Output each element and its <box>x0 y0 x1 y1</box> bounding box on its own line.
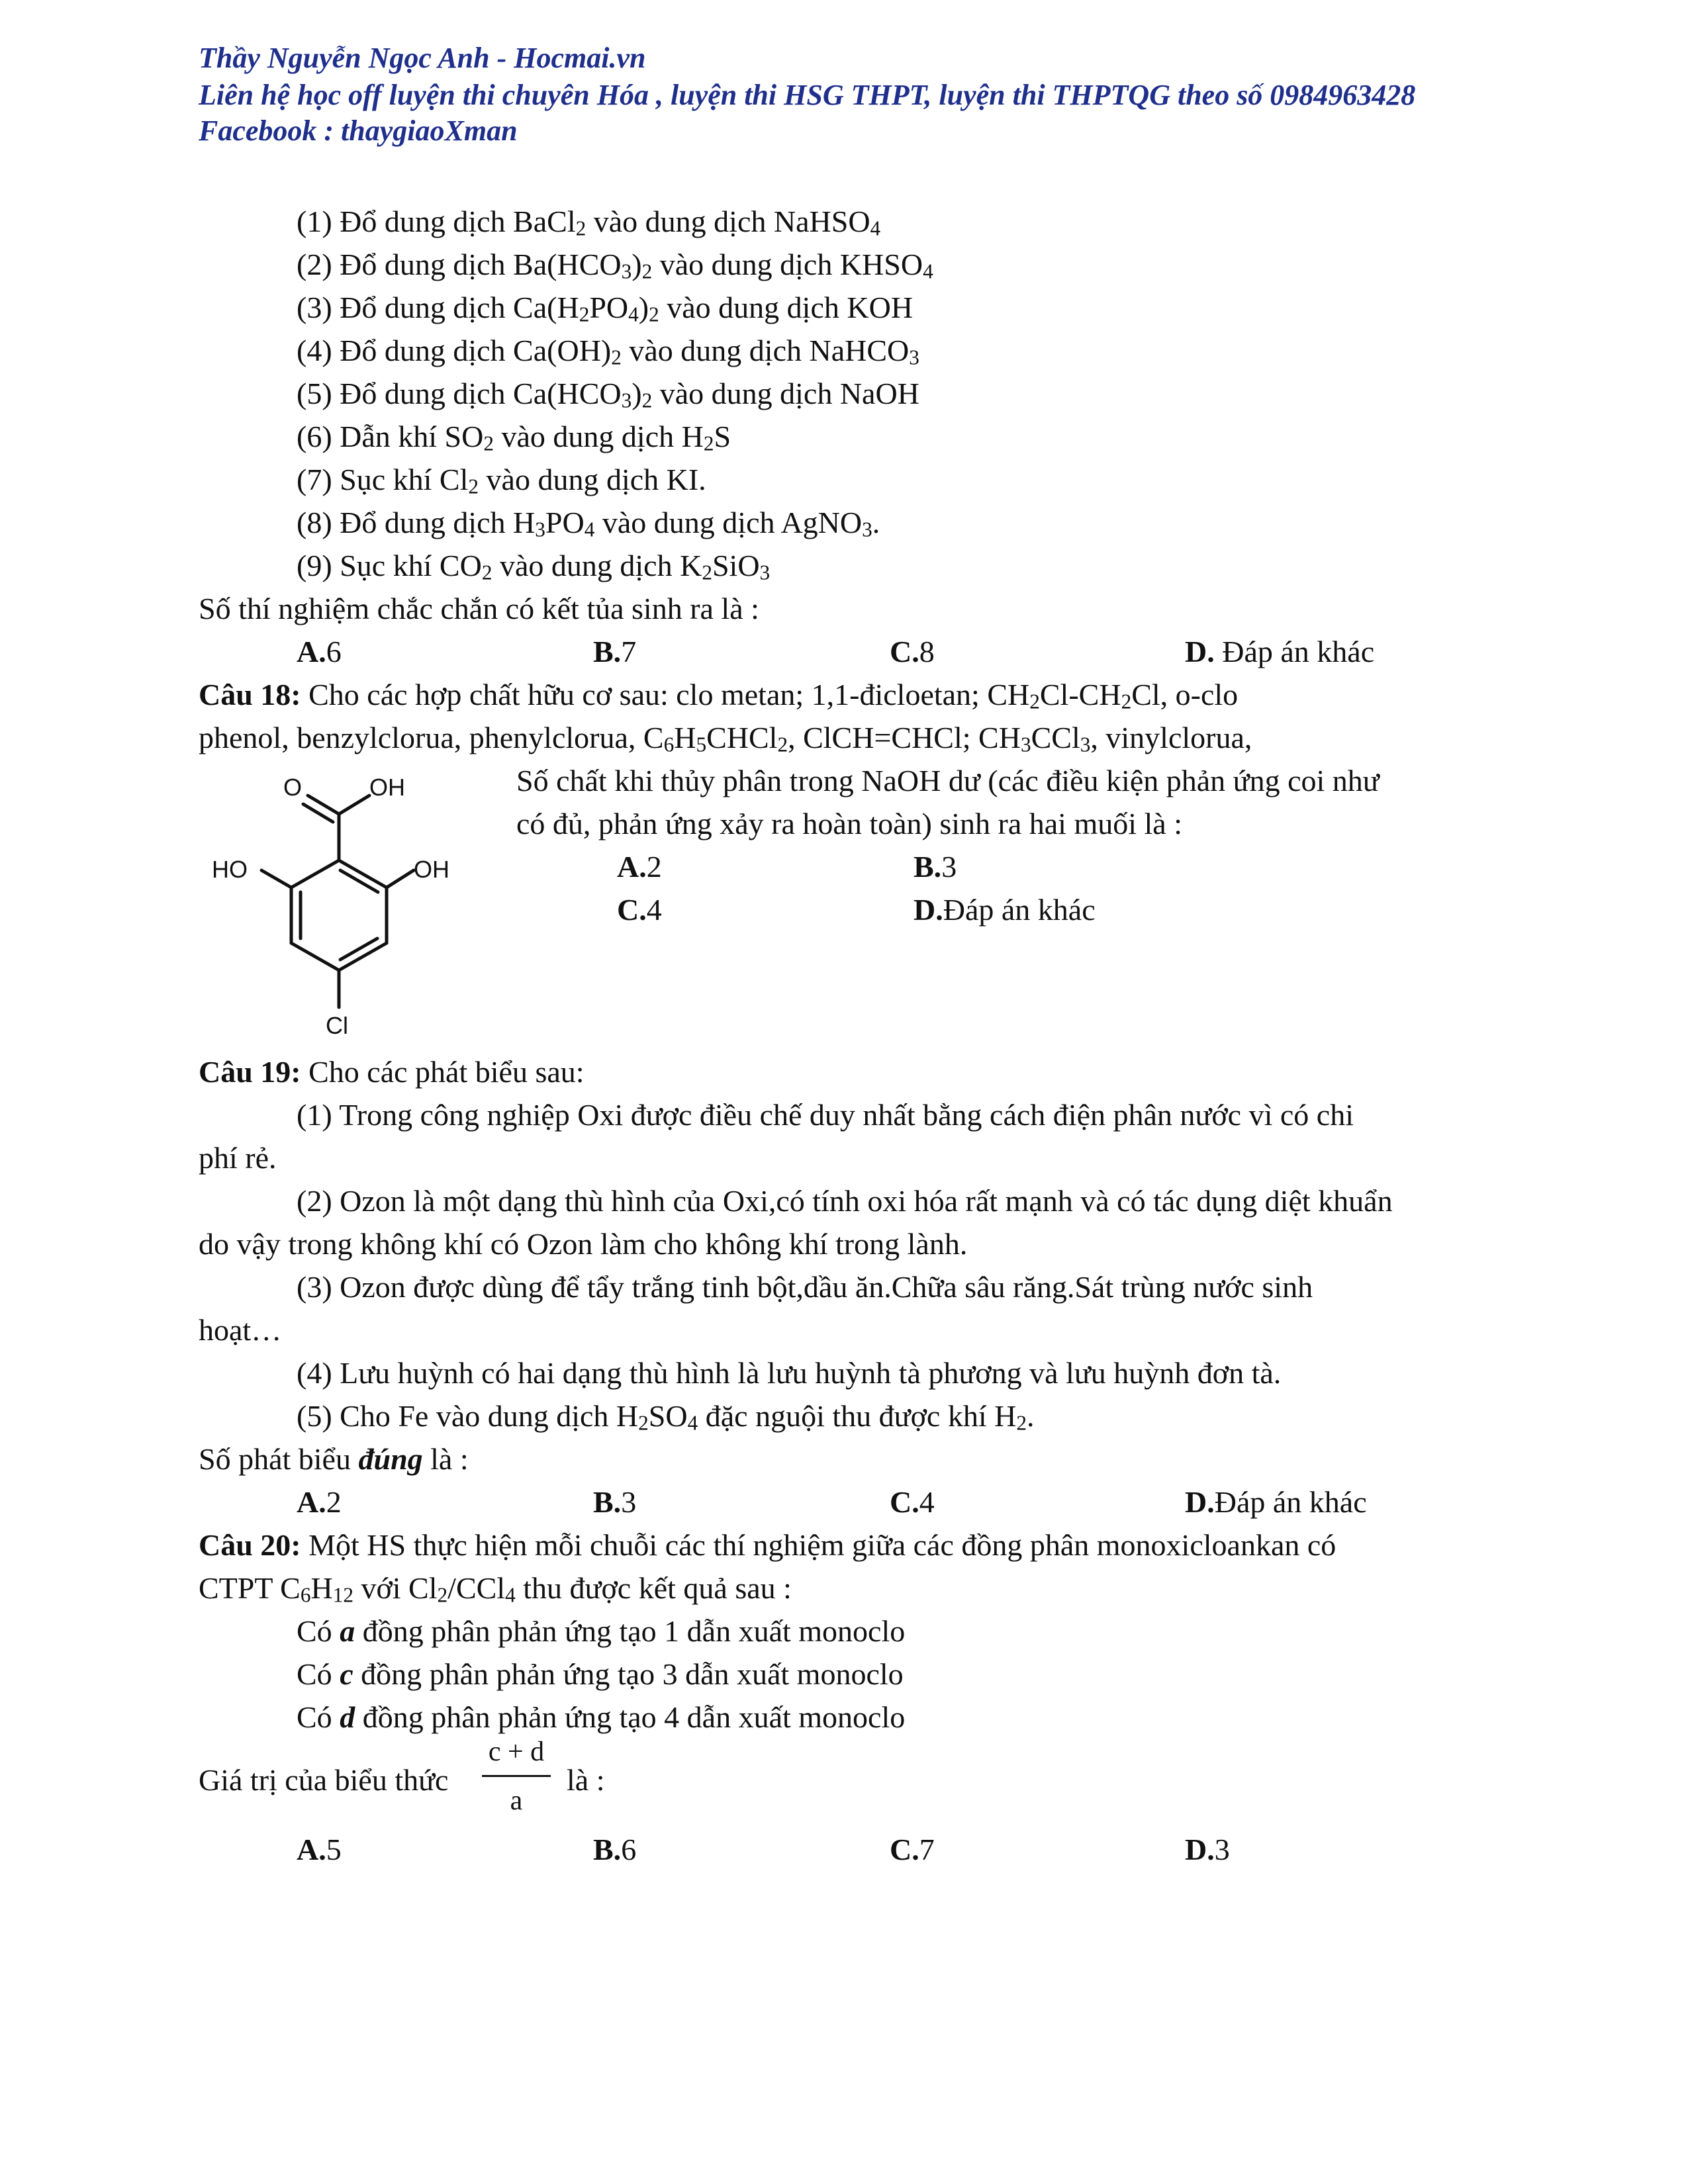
q19-statement-1a: (1) Trong công nghiệp Oxi được điều chế duy nhất bằng cách điện phân nước vì có chi <box>297 1098 1354 1132</box>
q19-option-c: C.4 <box>890 1485 935 1519</box>
q17-question: Số thí nghiệm chắc chắn có kết tủa sinh ra là : <box>199 592 759 625</box>
q18-line-1: Câu 18: Cho các hợp chất hữu cơ sau: clo metan; 1,1-đicloetan; $CH_2Cl-CH_2Cl$, o-clo <box>199 678 1239 713</box>
q20-option-d: D.3 <box>1185 1833 1230 1866</box>
q20-result-2: Có c đồng phân phản ứng tạo 3 dẫn xuất monoclo <box>297 1657 904 1691</box>
q17-option-c: C.8 <box>890 635 935 668</box>
q19-option-d: D.Đáp án khác <box>1185 1485 1367 1519</box>
q20-expression-label: Giá trị của biểu thức <box>199 1763 449 1797</box>
q20-option-a: A.5 <box>297 1833 342 1866</box>
q18-option-d: D.Đáp án khác <box>914 893 1096 927</box>
q17-item-1: (1) Đổ dung dịch BaCl$_2$ vào dung dịch NaHSO$_4$ <box>297 205 881 240</box>
q18-line-4: có đủ, phản ứng xảy ra hoàn toàn) sinh ra hai muối là : <box>516 807 1183 841</box>
header-author: Thầy Nguyễn Ngọc Anh - Hocmai.vn <box>199 42 646 74</box>
ring-double-bond <box>340 938 377 960</box>
q17-item-4: (4) Đổ dung dịch $Ca(OH)_2$ vào dung dịch NaHCO$_3$ <box>297 334 919 369</box>
q20-option-b: B.6 <box>593 1833 637 1866</box>
q19-question: Số phát biểu đúng là : <box>199 1442 469 1476</box>
q17-item-8: (8) Đổ dung dịch $H_3PO_4$ vào dung dịch AgNO$_3$. <box>297 506 880 541</box>
fraction-numerator: c + d <box>488 1737 545 1767</box>
q19-statement-2a: (2) Ozon là một dạng thù hình của Oxi,có tính oxi hóa rất mạnh và có tác dụng diệt khuẩn <box>297 1184 1393 1218</box>
atom-oh-right: OH <box>414 856 449 883</box>
q17-item-6: (6) Dẫn khí $SO_2$ vào dung dịch $H_2S$ <box>297 420 731 455</box>
q20-option-c: C.7 <box>890 1833 935 1866</box>
q17-option-b: B.7 <box>593 635 637 668</box>
q20-line-2: CTPT $C_6H_{12}$ với $Cl_2/CCl_4$ thu được kết quả sau : <box>199 1571 792 1607</box>
ring-bond <box>291 860 339 887</box>
q19-option-a: A.2 <box>297 1485 342 1519</box>
q19-statement-3b: hoạt… <box>199 1313 282 1347</box>
q19-statement-1b: phí rẻ. <box>199 1141 277 1175</box>
q17-option-d: D. Đáp án khác <box>1185 635 1375 668</box>
q20-expression-suffix: là : <box>567 1763 605 1797</box>
bond-oh-right <box>387 870 414 887</box>
bond-ho-left <box>261 870 291 887</box>
q18-line-3: Số chất khi thủy phân trong NaOH dư (các điều kiện phản ứng coi như <box>516 764 1380 797</box>
q17-option-a: A.6 <box>297 635 342 668</box>
q20-line-1: Câu 20: Một HS thực hiện mỗi chuỗi các thí nghiệm giữa các đồng phân monoxicloankan có <box>199 1528 1336 1562</box>
q18-option-a: A.2 <box>617 850 662 884</box>
bond-oh-top <box>339 796 369 814</box>
atom-oh-top: OH <box>369 774 405 801</box>
q19-statement-4: (4) Lưu huỳnh có hai dạng thù hình là lưu huỳnh tà phương và lưu huỳnh đơn tà. <box>297 1356 1282 1390</box>
q20-result-1: Có a đồng phân phản ứng tạo 1 dẫn xuất monoclo <box>297 1614 906 1648</box>
ring-bond <box>291 943 339 970</box>
atom-ho-left: HO <box>212 856 248 883</box>
q20-result-3: Có d đồng phân phản ứng tạo 4 dẫn xuất monoclo <box>297 1700 906 1734</box>
atom-o: O <box>283 774 303 801</box>
q17-item-7: (7) Sục khí $Cl_2$ vào dung dịch KI. <box>297 463 706 498</box>
fraction-bar <box>482 1775 551 1777</box>
q18-option-c: C.4 <box>617 893 662 927</box>
header-contact: Liên hệ học off luyện thi chuyên Hóa , luyện thi HSG THPT, luyện thi THPTQG theo số 0984963428 <box>199 79 1416 111</box>
q17-item-9: (9) Sục khí $CO_2$ vào dung dịch $K_2SiO_3$ <box>297 549 771 584</box>
q17-item-2: (2) Đổ dung dịch $Ba(HCO_3)_2$ vào dung dịch $KHSO_4$ <box>297 248 933 283</box>
q17-item-3: (3) Đổ dung dịch $Ca(H_2PO_4)_2$ vào dung dịch KOH <box>297 291 914 326</box>
fraction-denominator: a <box>510 1786 523 1816</box>
atom-cl: Cl <box>326 1012 348 1039</box>
q19-option-b: B.3 <box>593 1485 637 1519</box>
q19-intro: Câu 19: Cho các phát biểu sau: <box>199 1055 585 1089</box>
q19-statement-5: (5) Cho Fe vào dung dịch $H_2SO_4$ đặc nguội thu được khí $H_2$. <box>297 1399 1035 1435</box>
chemical-structure <box>199 761 516 1052</box>
q19-statement-2b: do vậy trong không khí có Ozon làm cho không khí trong lành. <box>199 1227 968 1261</box>
q18-option-b: B.3 <box>914 850 957 884</box>
q19-statement-3a: (3) Ozon được dùng để tẩy trắng tinh bột,dầu ăn.Chữa sâu răng.Sát trùng nước sinh <box>297 1270 1313 1304</box>
header-facebook: Facebook : thaygiaoXman <box>199 114 518 147</box>
q18-line-2: phenol, benzylclorua, phenylclorua, $C_6H_5CHCl_2$, ClCH=CHCl; $CH_3CCl_3$, vinylclorua, <box>199 721 1252 756</box>
q17-item-5: (5) Đổ dung dịch $Ca(HCO_3)_2$ vào dung dịch NaOH <box>297 377 919 412</box>
